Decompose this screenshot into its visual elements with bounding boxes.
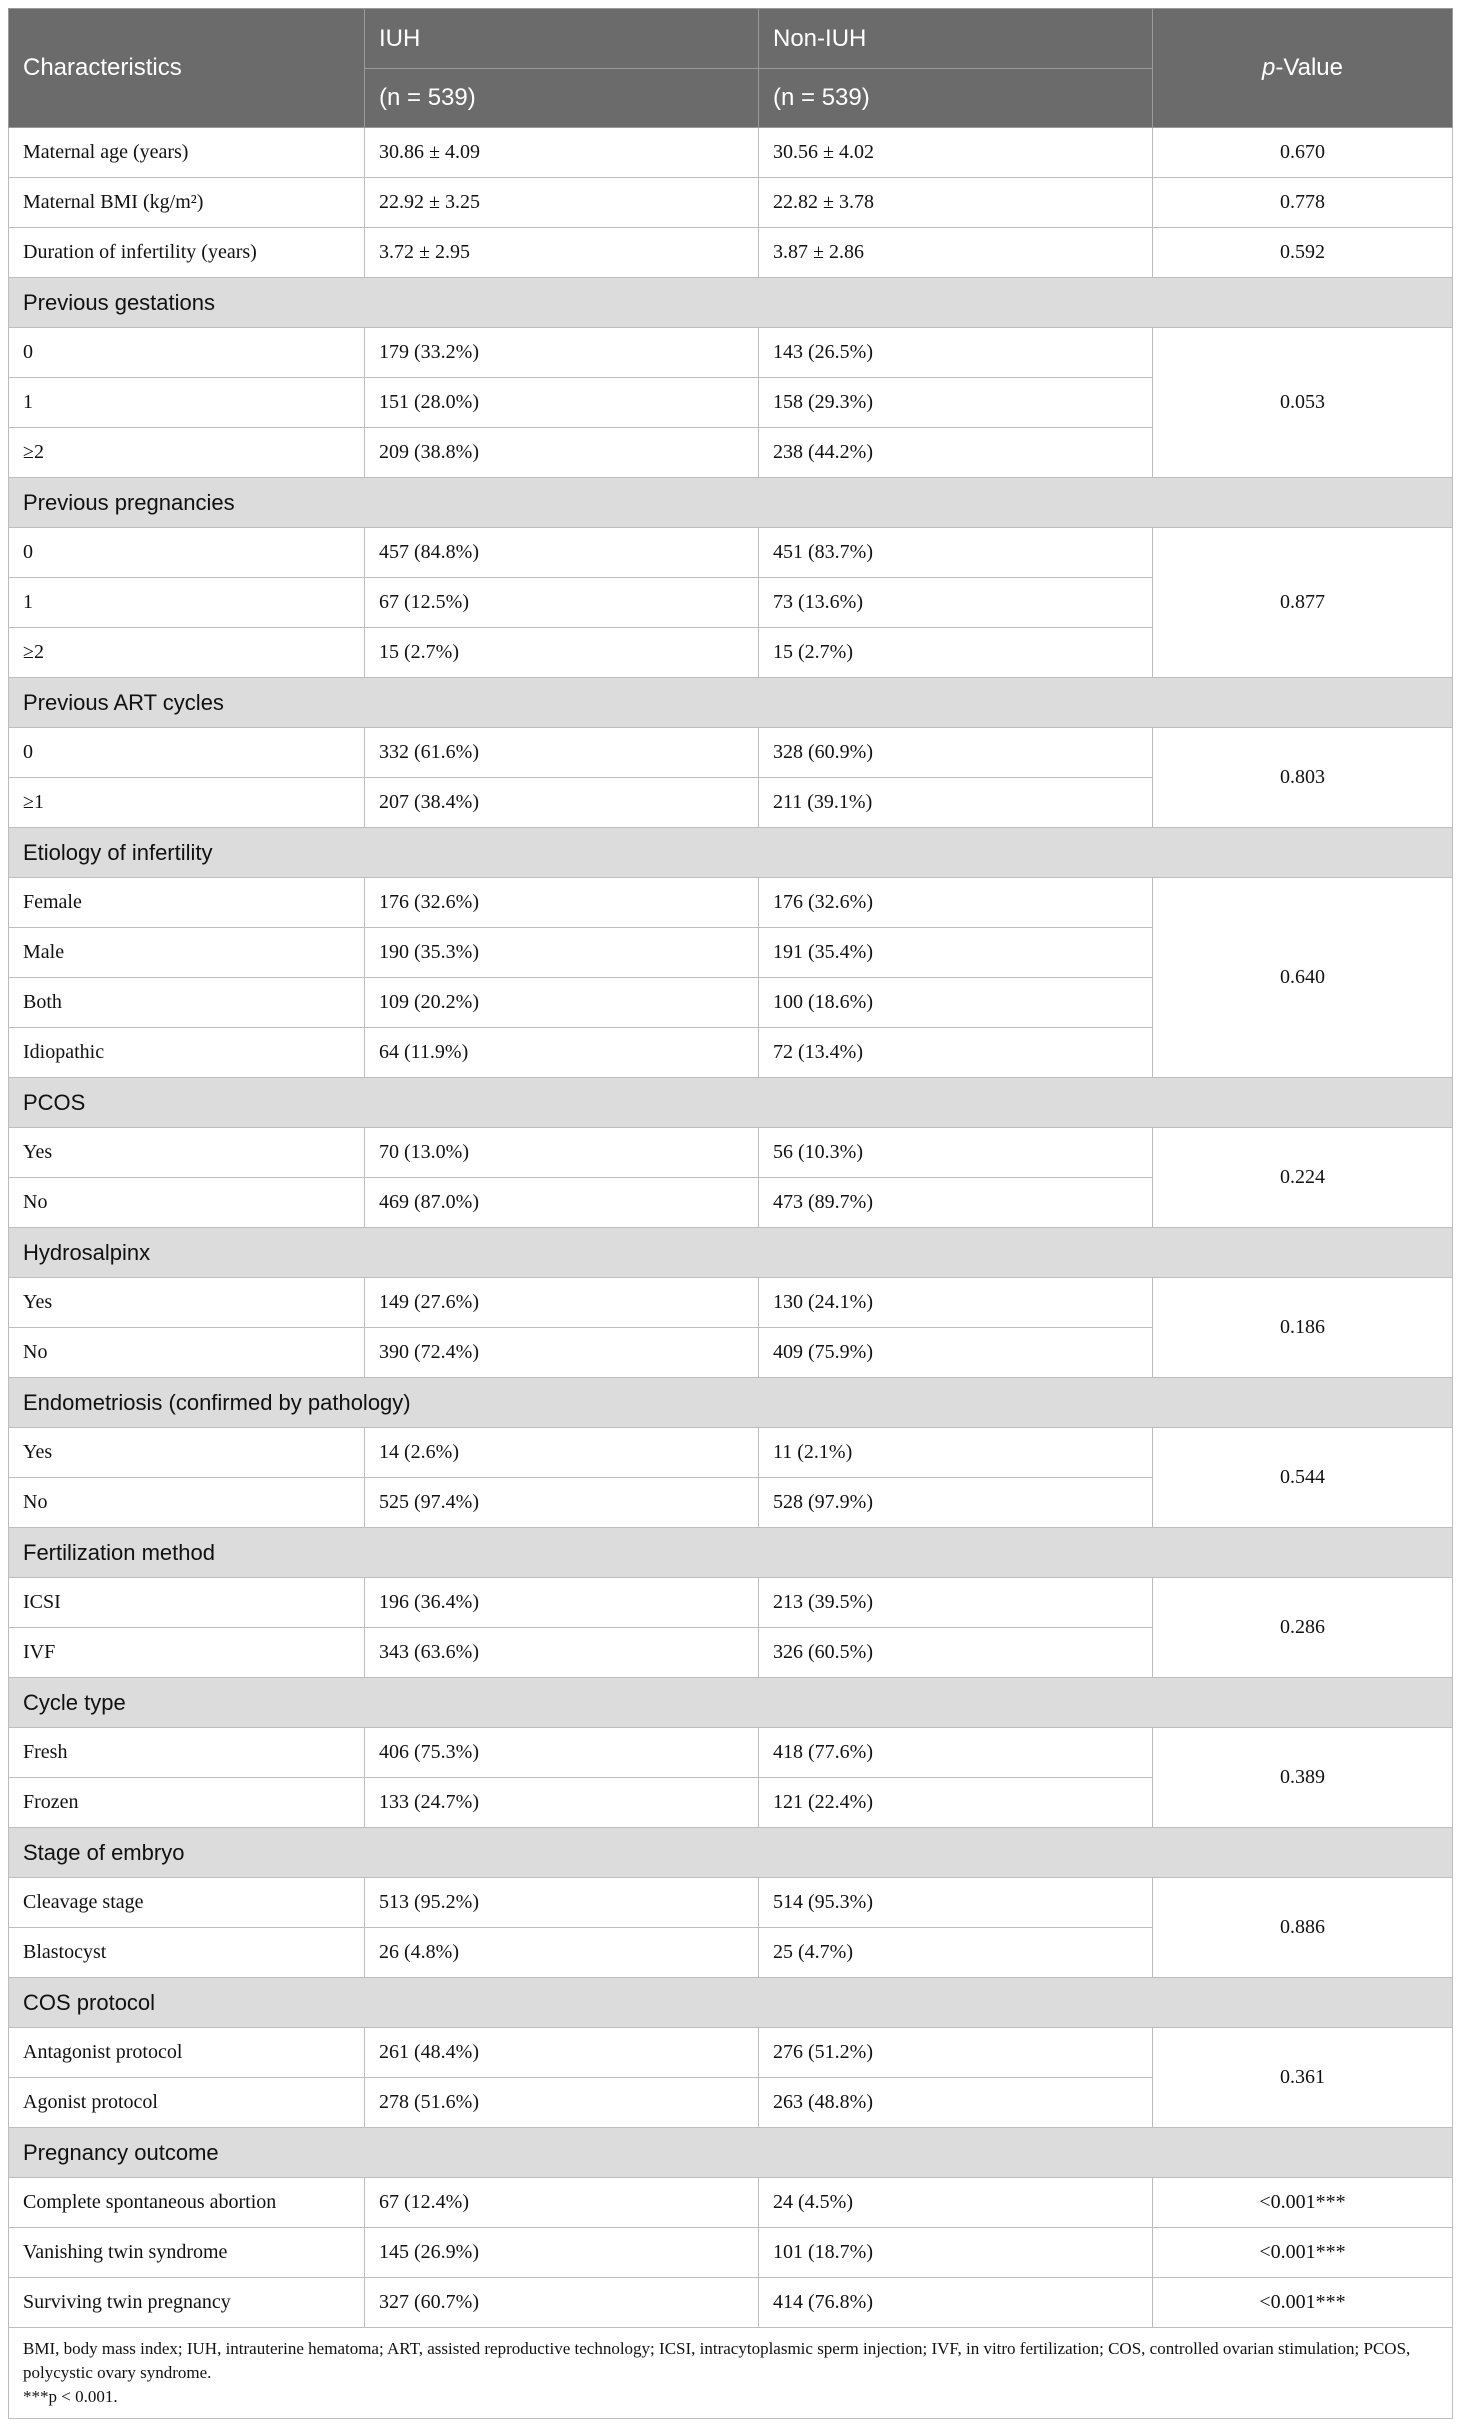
row-label: Agonist protocol [9,2078,365,2128]
p-value: <0.001*** [1153,2278,1453,2328]
table-row [9,1578,1453,1628]
p-value: 0.186 [1153,1278,1453,1378]
non-iuh-value: 24 (4.5%) [759,2178,1153,2228]
table-row [9,228,1453,278]
header-non-iuh-n: (n = 539) [759,69,1153,128]
non-iuh-value: 528 (97.9%) [759,1478,1153,1528]
iuh-value: 67 (12.5%) [365,578,759,628]
table-row [9,1728,1453,1778]
section-label: Endometriosis (confirmed by pathology) [9,1378,1453,1428]
row-label: ≥2 [9,628,365,678]
row-label: IVF [9,1628,365,1678]
table-row [9,2278,1453,2328]
non-iuh-value: 176 (32.6%) [759,878,1153,928]
row-label: Male [9,928,365,978]
p-value: 0.053 [1153,328,1453,478]
non-iuh-value: 263 (48.8%) [759,2078,1153,2128]
row-label: ≥1 [9,778,365,828]
p-value: 0.640 [1153,878,1453,1078]
non-iuh-value: 56 (10.3%) [759,1128,1153,1178]
row-label: No [9,1178,365,1228]
iuh-value: 70 (13.0%) [365,1128,759,1178]
section-row [9,1528,1453,1578]
section-row [9,1378,1453,1428]
p-value: 0.592 [1153,228,1453,278]
header-non-iuh: Non-IUH [759,9,1153,69]
row-label: Vanishing twin syndrome [9,2228,365,2278]
row-label: Blastocyst [9,1928,365,1978]
row-label: ICSI [9,1578,365,1628]
iuh-value: 513 (95.2%) [365,1878,759,1928]
non-iuh-value: 11 (2.1%) [759,1428,1153,1478]
header-p-value: p-Value [1153,9,1453,128]
non-iuh-value: 25 (4.7%) [759,1928,1153,1978]
non-iuh-value: 213 (39.5%) [759,1578,1153,1628]
section-label: Previous pregnancies [9,478,1453,528]
iuh-value: 14 (2.6%) [365,1428,759,1478]
non-iuh-value: 326 (60.5%) [759,1628,1153,1678]
iuh-value: 26 (4.8%) [365,1928,759,1978]
non-iuh-value: 211 (39.1%) [759,778,1153,828]
section-label: Pregnancy outcome [9,2128,1453,2178]
row-label: 0 [9,728,365,778]
row-label: Cleavage stage [9,1878,365,1928]
non-iuh-value: 101 (18.7%) [759,2228,1153,2278]
table-row [9,1278,1453,1328]
iuh-value: 343 (63.6%) [365,1628,759,1678]
section-label: Stage of embryo [9,1828,1453,1878]
iuh-value: 525 (97.4%) [365,1478,759,1528]
p-value: 0.286 [1153,1578,1453,1678]
row-label: Fresh [9,1728,365,1778]
section-label: Etiology of infertility [9,828,1453,878]
p-value: 0.886 [1153,1878,1453,1978]
section-row [9,1078,1453,1128]
row-label: Both [9,978,365,1028]
iuh-value: 151 (28.0%) [365,378,759,428]
p-value: 0.389 [1153,1728,1453,1828]
non-iuh-value: 143 (26.5%) [759,328,1153,378]
section-label: Hydrosalpinx [9,1228,1453,1278]
non-iuh-value: 73 (13.6%) [759,578,1153,628]
iuh-value: 109 (20.2%) [365,978,759,1028]
section-row [9,828,1453,878]
non-iuh-value: 238 (44.2%) [759,428,1153,478]
header-characteristics: Characteristics [9,9,365,128]
iuh-value: 261 (48.4%) [365,2028,759,2078]
row-label: Frozen [9,1778,365,1828]
footnote-significance: ***p < 0.001. [23,2387,118,2406]
row-label: No [9,1478,365,1528]
p-value: 0.877 [1153,528,1453,678]
row-label: Antagonist protocol [9,2028,365,2078]
section-row [9,2128,1453,2178]
section-row [9,678,1453,728]
header-iuh: IUH [365,9,759,69]
iuh-value: 390 (72.4%) [365,1328,759,1378]
section-label: Cycle type [9,1678,1453,1728]
row-label: Duration of infertility (years) [9,228,365,278]
iuh-value: 406 (75.3%) [365,1728,759,1778]
non-iuh-value: 328 (60.9%) [759,728,1153,778]
table-row [9,178,1453,228]
iuh-value: 22.92 ± 3.25 [365,178,759,228]
section-row [9,1828,1453,1878]
non-iuh-value: 72 (13.4%) [759,1028,1153,1078]
row-label: Surviving twin pregnancy [9,2278,365,2328]
p-value: <0.001*** [1153,2228,1453,2278]
table-row [9,2178,1453,2228]
non-iuh-value: 473 (89.7%) [759,1178,1153,1228]
table-footnote [9,2328,1453,2419]
section-row [9,1678,1453,1728]
section-row [9,1228,1453,1278]
non-iuh-value: 158 (29.3%) [759,378,1153,428]
section-row [9,278,1453,328]
footnote-abbreviations: BMI, body mass index; IUH, intrauterine hematoma; ART, assisted reproductive technology; ICSI, intracytoplasmic sperm injection; IVF, in vitro fertilization; COS, controlled ovarian stimulation; PCOS, polycystic ovary syndrome. [23,2339,1411,2382]
p-value: 0.361 [1153,2028,1453,2128]
section-label: Previous ART cycles [9,678,1453,728]
non-iuh-value: 276 (51.2%) [759,2028,1153,2078]
iuh-value: 332 (61.6%) [365,728,759,778]
iuh-value: 327 (60.7%) [365,2278,759,2328]
iuh-value: 145 (26.9%) [365,2228,759,2278]
p-value: 0.544 [1153,1428,1453,1528]
iuh-value: 457 (84.8%) [365,528,759,578]
non-iuh-value: 514 (95.3%) [759,1878,1153,1928]
row-label: No [9,1328,365,1378]
non-iuh-value: 121 (22.4%) [759,1778,1153,1828]
row-label: Female [9,878,365,928]
non-iuh-value: 130 (24.1%) [759,1278,1153,1328]
iuh-value: 179 (33.2%) [365,328,759,378]
header-iuh-n: (n = 539) [365,69,759,128]
table-row [9,878,1453,928]
section-label: COS protocol [9,1978,1453,2028]
table-row [9,2228,1453,2278]
iuh-value: 64 (11.9%) [365,1028,759,1078]
row-label: 1 [9,578,365,628]
table-row [9,1128,1453,1178]
table-row [9,328,1453,378]
iuh-value: 3.72 ± 2.95 [365,228,759,278]
table-row [9,1428,1453,1478]
section-label: Previous gestations [9,278,1453,328]
table-row [9,528,1453,578]
iuh-value: 67 (12.4%) [365,2178,759,2228]
iuh-value: 133 (24.7%) [365,1778,759,1828]
row-label: 1 [9,378,365,428]
row-label: Yes [9,1278,365,1328]
row-label: 0 [9,528,365,578]
p-value: 0.778 [1153,178,1453,228]
row-label: ≥2 [9,428,365,478]
section-label: PCOS [9,1078,1453,1128]
table-row [9,2028,1453,2078]
table-row [9,128,1453,178]
table-row [9,728,1453,778]
row-label: Yes [9,1428,365,1478]
non-iuh-value: 22.82 ± 3.78 [759,178,1153,228]
row-label: Complete spontaneous abortion [9,2178,365,2228]
p-value: 0.670 [1153,128,1453,178]
iuh-value: 469 (87.0%) [365,1178,759,1228]
section-row [9,1978,1453,2028]
non-iuh-value: 15 (2.7%) [759,628,1153,678]
row-label: Maternal BMI (kg/m²) [9,178,365,228]
non-iuh-value: 100 (18.6%) [759,978,1153,1028]
non-iuh-value: 409 (75.9%) [759,1328,1153,1378]
non-iuh-value: 414 (76.8%) [759,2278,1153,2328]
non-iuh-value: 30.56 ± 4.02 [759,128,1153,178]
section-label: Fertilization method [9,1528,1453,1578]
section-row [9,478,1453,528]
iuh-value: 176 (32.6%) [365,878,759,928]
row-label: Maternal age (years) [9,128,365,178]
p-value: <0.001*** [1153,2178,1453,2228]
row-label: Idiopathic [9,1028,365,1078]
iuh-value: 190 (35.3%) [365,928,759,978]
row-label: Yes [9,1128,365,1178]
row-label: 0 [9,328,365,378]
iuh-value: 149 (27.6%) [365,1278,759,1328]
non-iuh-value: 451 (83.7%) [759,528,1153,578]
table-body [9,128,1453,2328]
iuh-value: 207 (38.4%) [365,778,759,828]
iuh-value: 278 (51.6%) [365,2078,759,2128]
iuh-value: 15 (2.7%) [365,628,759,678]
iuh-value: 30.86 ± 4.09 [365,128,759,178]
non-iuh-value: 3.87 ± 2.86 [759,228,1153,278]
iuh-value: 209 (38.8%) [365,428,759,478]
non-iuh-value: 191 (35.4%) [759,928,1153,978]
characteristics-table [8,8,1453,2419]
p-value: 0.224 [1153,1128,1453,1228]
iuh-value: 196 (36.4%) [365,1578,759,1628]
non-iuh-value: 418 (77.6%) [759,1728,1153,1778]
table-row [9,1878,1453,1928]
p-value: 0.803 [1153,728,1453,828]
